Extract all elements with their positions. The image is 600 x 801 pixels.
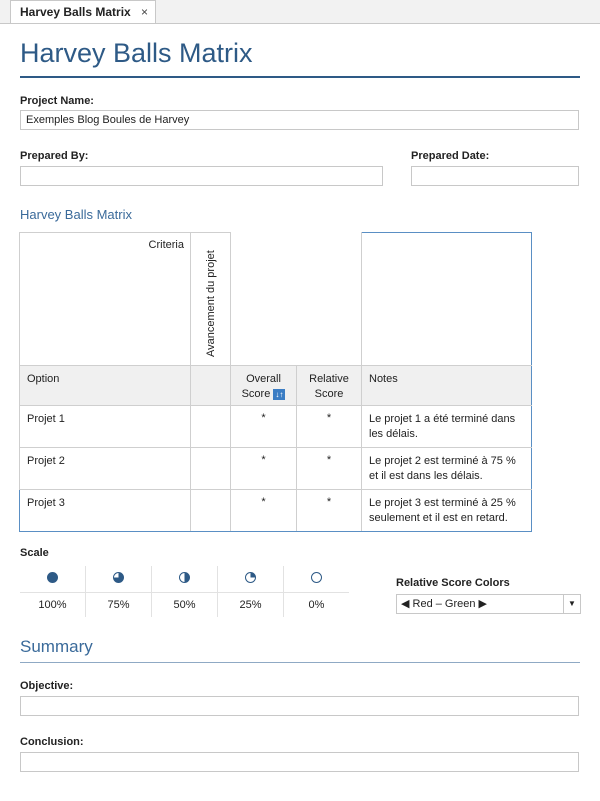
overall-score-header[interactable] (231, 366, 297, 406)
option-header-label: Option (27, 373, 60, 385)
overall-score-label-1: Overall (246, 373, 281, 385)
criterion-score-cell[interactable] (191, 448, 231, 490)
harvey-ball-quarter-icon (245, 572, 256, 583)
relative-score-cell: * (297, 490, 362, 532)
relative-score-header (297, 366, 362, 406)
page-title: Harvey Balls Matrix (20, 38, 253, 68)
relative-score-label-2: Score (314, 388, 344, 400)
project-name-input[interactable]: Exemples Blog Boules de Harvey (20, 110, 579, 130)
scale-percent: 75% (86, 593, 152, 618)
summary-divider (20, 662, 580, 663)
scale-ball-0 (284, 566, 350, 593)
tab-harvey-balls-matrix[interactable] (10, 0, 156, 23)
close-icon[interactable]: × (140, 5, 148, 19)
criterion-name: Avancement du projet (204, 250, 217, 357)
conclusion-input[interactable] (20, 752, 579, 772)
scale-label: Scale (20, 547, 49, 559)
scale-percent: 25% (218, 593, 284, 618)
notes-header-blank (362, 233, 532, 366)
chevron-down-icon[interactable]: ▼ (563, 595, 580, 613)
objective-input[interactable] (20, 696, 579, 716)
relative-score-cell: * (297, 448, 362, 490)
relative-score-cell: * (297, 406, 362, 448)
harvey-balls-matrix-table (19, 232, 532, 532)
relative-score-colors-select[interactable] (396, 594, 581, 614)
prepared-by-label: Prepared By: (20, 150, 89, 162)
criterion-score-cell[interactable] (191, 406, 231, 448)
conclusion-label: Conclusion: (20, 736, 84, 748)
prepared-by-input[interactable] (20, 166, 383, 186)
title-divider (20, 76, 580, 78)
table-row-selected[interactable] (20, 490, 532, 532)
notes-cell[interactable]: Le projet 1 a été terminé dans les délais. (362, 406, 532, 448)
harvey-ball-empty-icon (311, 572, 322, 583)
notes-header-label: Notes (369, 373, 398, 385)
notes-header (362, 366, 532, 406)
table-row[interactable] (20, 448, 532, 490)
overall-score-cell: * (231, 406, 297, 448)
summary-title: Summary (20, 637, 93, 656)
option-cell[interactable]: Projet 3 (20, 490, 191, 532)
relative-score-label-1: Relative (309, 373, 349, 385)
criterion-header-cell[interactable] (191, 233, 231, 366)
scale-ball-25 (218, 566, 284, 593)
scale-percent: 50% (152, 593, 218, 618)
scale-ball-100 (20, 566, 86, 593)
criteria-label: Criteria (148, 239, 184, 251)
objective-label: Objective: (20, 680, 74, 692)
criteria-label-cell (20, 233, 191, 366)
overall-score-cell: * (231, 490, 297, 532)
sort-icon[interactable]: ↓↑ (275, 389, 284, 399)
prepared-date-input[interactable] (411, 166, 579, 186)
project-name-label: Project Name: (20, 95, 94, 107)
relative-score-colors-value: ◀ Red – Green ▶ (401, 598, 488, 610)
notes-cell[interactable]: Le projet 2 est terminé à 75 % et il est dans les délais. (362, 448, 532, 490)
matrix-section-title: Harvey Balls Matrix (20, 207, 132, 222)
empty-cell (231, 233, 297, 366)
scale-ball-75 (86, 566, 152, 593)
tab-title: Harvey Balls Matrix (20, 5, 131, 19)
scale-legend (20, 566, 349, 617)
relative-score-colors-label: Relative Score Colors (396, 577, 510, 589)
overall-score-cell: * (231, 448, 297, 490)
criterion-score-cell[interactable] (191, 490, 231, 532)
scale-percent: 0% (284, 593, 350, 618)
scale-ball-50 (152, 566, 218, 593)
notes-cell[interactable]: Le projet 3 est terminé à 25 % seulement et il est en retard. (362, 490, 532, 532)
criterion-column-header (191, 366, 231, 406)
harvey-ball-full-icon (47, 572, 58, 583)
option-cell[interactable]: Projet 2 (20, 448, 191, 490)
table-row[interactable] (20, 406, 532, 448)
prepared-date-label: Prepared Date: (411, 150, 490, 162)
scale-percent: 100% (20, 593, 86, 618)
option-cell[interactable]: Projet 1 (20, 406, 191, 448)
overall-score-label-2: Score (241, 388, 271, 400)
harvey-ball-three-quarter-icon (113, 572, 124, 583)
option-header (20, 366, 191, 406)
empty-cell (297, 233, 362, 366)
harvey-ball-half-icon (179, 572, 190, 583)
tab-bar (0, 0, 600, 24)
